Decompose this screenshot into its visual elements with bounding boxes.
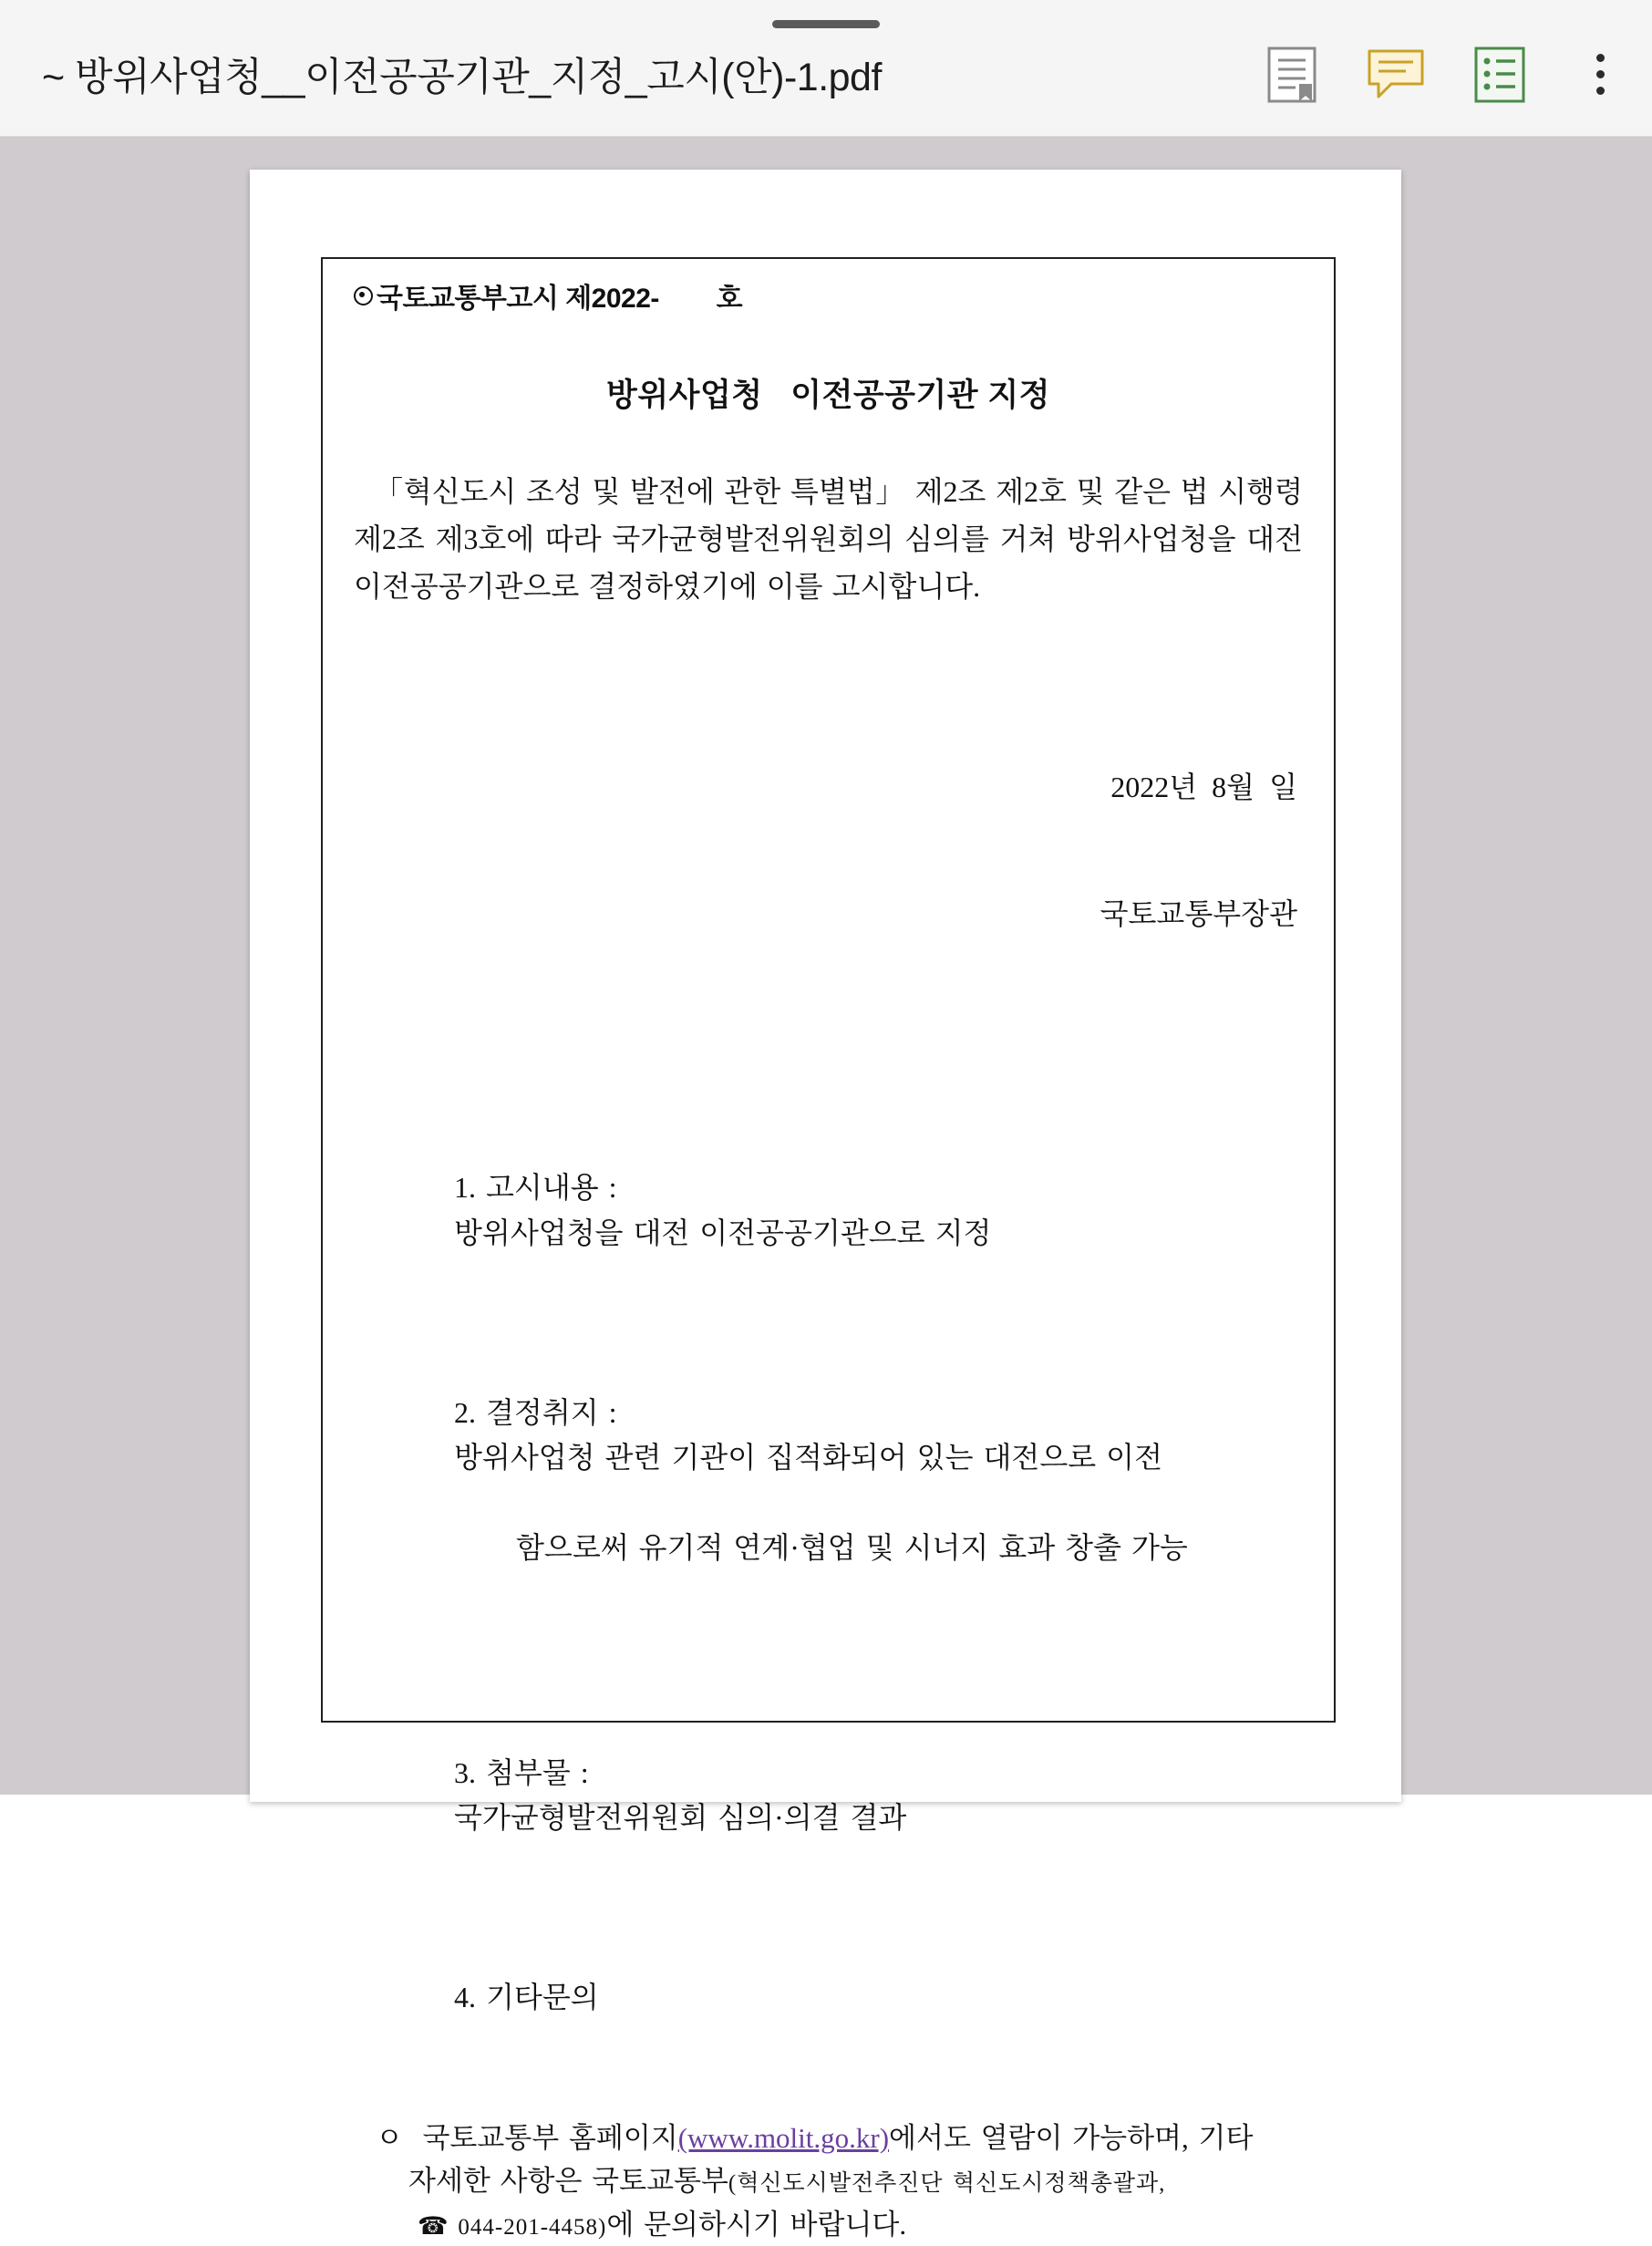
item-label: 1. 고시내용 : [454,1171,617,1205]
document-page-icon[interactable] [1262,45,1322,105]
notice-body: 「혁신도시 조성 및 발전에 관한 특별법」 제2조 제2호 및 같은 법 시행령 제2조 제3호에 따라 국가균형발전위원회의 심의를 거쳐 방위사업청을 대전 이전공공기관으로 결정하였기에 이를 고시합니다. [354,475,1303,603]
notice-issuer: 국토교통부장관 [1100,897,1297,931]
item-text: 방위사업청을 대전 이전공공기관으로 지정 [454,1216,992,1249]
item-label: 3. 첨부물 : [454,1755,589,1789]
list-item [354,1121,1303,1301]
notice-number-text: 국토교통부고시 제2022- 호 [377,284,743,314]
pdf-viewer[interactable] [0,137,1652,2241]
comment-icon[interactable] [1366,45,1426,105]
contact-line-3 [376,2203,1303,2246]
notice-heading: 방위사업청 이전공공기관 지정 [606,378,1050,413]
outline-list-icon[interactable] [1470,45,1530,105]
contact-phone-number: 044-201-4458) [458,2214,607,2240]
item-label: 2. 결정취지 : [454,1395,617,1429]
kebab-menu-icon[interactable] [1581,45,1619,105]
page-title: ~ 방위사업청__이전공공기관_지정_고시(안)-1.pdf [42,56,882,99]
kebab-dot [1596,70,1605,78]
notice-date: 2022년 8월 일 [1110,771,1297,804]
item-label: 4. 기타문의 [454,1981,599,2014]
drag-handle[interactable] [772,20,880,28]
contact-line-2 [376,2159,1303,2202]
phone-icon: ☎ [418,2211,449,2240]
app-bar [0,0,1652,137]
contact-bullet: ㅇ [376,2122,403,2155]
contact-line2-small: (혁신도시발전추진단 혁신도시정책총괄과, [728,2171,1166,2197]
notice-items [354,1121,1303,2066]
kebab-dot [1596,54,1605,62]
contact-line2-pre: 자세한 사항은 국토교통부 [408,2165,728,2198]
item-text: 방위사업청 관련 기관이 집적화되어 있는 대전으로 이전 [454,1441,1162,1475]
contact-line1-pre: 국토교통부 홈페이지 [422,2122,678,2155]
contact-block [354,2117,1303,2245]
contact-line3-post: 에 문의하시기 바랍니다. [606,2208,907,2241]
contact-line-1 [376,2117,1303,2159]
kebab-dot [1596,87,1605,95]
pdf-page [250,170,1401,2241]
list-item [354,1705,1303,1886]
contact-line1-post: 에서도 열람이 가능하며, 기타 [889,2122,1254,2155]
ring-bullet-icon [354,286,373,305]
notice-frame [321,257,1336,2241]
list-item [354,1345,1303,1661]
notice-number-line [354,283,1303,316]
appbar-actions [1262,32,1619,105]
list-item [354,1930,1303,2066]
item-subtext: 함으로써 유기적 연계·협업 및 시너지 효과 창출 가능 [516,1531,1188,1565]
molit-website-link[interactable]: (www.molit.go.kr) [677,2122,890,2155]
notice-date-block [354,681,1303,1019]
item-text: 국가균형발전위원회 심의·의결 결과 [454,1801,907,1835]
